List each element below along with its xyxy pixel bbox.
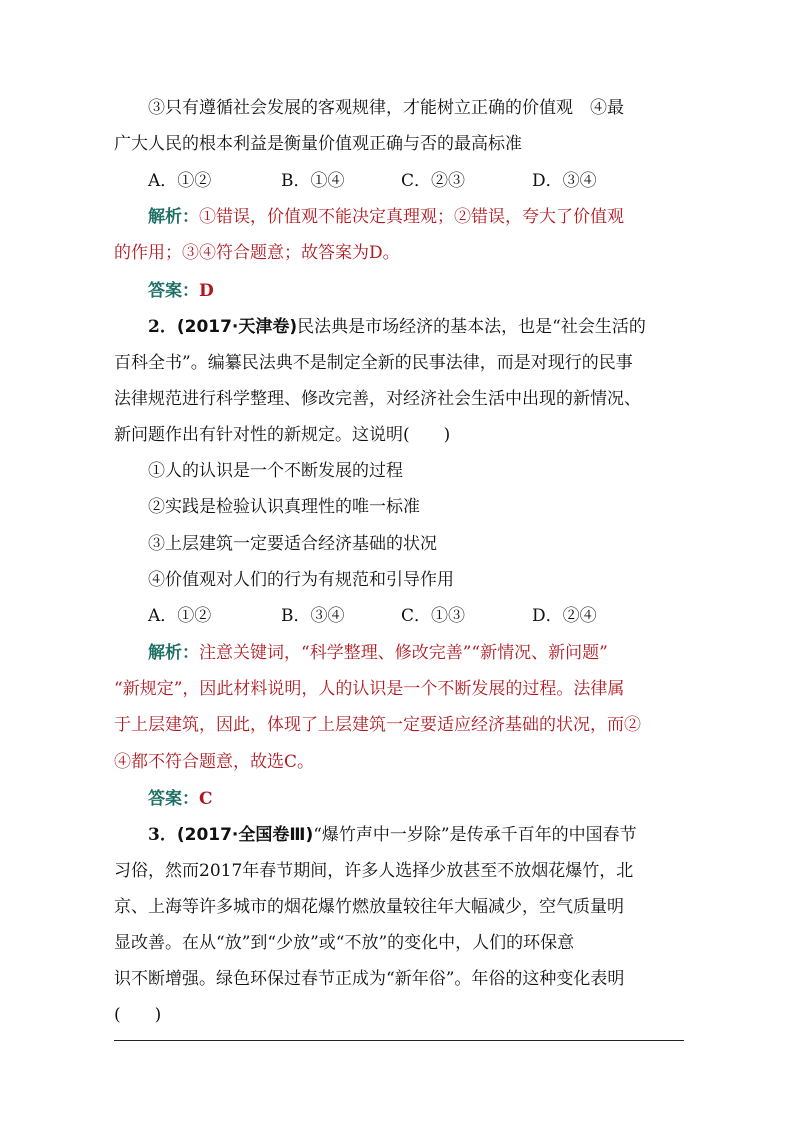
q2-option-c[interactable]: C．①③ (401, 606, 466, 626)
q2-analysis-text-1: 注意关键词，“科学整理、修改完善”“新情况、新问题” (199, 643, 608, 663)
q2-answer-label: 答案： (148, 789, 199, 809)
q2-item-4: ④价值观对人们的行为有规范和引导作用 (148, 570, 454, 590)
q1-answer-label: 答案： (148, 281, 199, 301)
q2-stem-line-3: 法律规范进行科学整理、修改完善，对经济社会生活中出现的新情况、 (114, 389, 641, 409)
q1-option-d[interactable]: D．③④ (532, 171, 597, 191)
q1-answer-value: D (199, 281, 214, 301)
q2-stem-line-2: 百科全书”。编纂民法典不是制定全新的民事法律，而是对现行的民事 (114, 353, 633, 373)
q2-source: (2017·天津卷) (176, 317, 298, 337)
footer-divider (114, 1040, 684, 1041)
q2-analysis-line-3: 于上层建筑，因此，体现了上层建筑一定要适应经济基础的状况，而② (114, 715, 641, 735)
q3-stem-line-1 (148, 822, 684, 848)
q2-stem-text-1: 民法典是市场经济的基本法，也是“社会生活的 (297, 317, 646, 337)
q1-analysis-label: 解析： (148, 207, 199, 227)
q2-analysis-line-4: ④都不符合题意，故选C。 (114, 752, 315, 772)
q2-stem-line-4: 新问题作出有针对性的新规定。这说明( ) (114, 425, 451, 445)
q1-item-3-line-1: ③只有遵循社会发展的客观规律，才能树立正确的价值观 ④最 (148, 98, 624, 118)
q3-stem-text-1: “爆竹声中一岁除”是传承千百年的中国春节 (313, 825, 637, 845)
q3-source: (2017·全国卷Ⅲ) (176, 825, 314, 845)
q2-option-d[interactable]: D．②④ (532, 606, 597, 626)
q3-stem-line-3: 京、上海等许多城市的烟花爆竹燃放量较往年大幅减少，空气质量明 (114, 897, 624, 917)
q3-number: 3． (148, 825, 177, 845)
q1-answer (148, 278, 684, 304)
q1-option-a[interactable]: A．①② (148, 171, 212, 191)
q2-option-b[interactable]: B．③④ (281, 606, 345, 626)
q2-item-1: ①人的认识是一个不断发展的过程 (148, 461, 403, 481)
q1-analysis-text-1: ①错误，价值观不能决定真理观；②错误，夸大了价值观 (199, 207, 624, 227)
q2-stem-line-1 (148, 314, 684, 340)
q2-analysis-line-2: “新规定”，因此材料说明，人的认识是一个不断发展的过程。法律属 (114, 679, 625, 699)
q3-stem-line-2: 习俗，然而2017年春节期间，许多人选择少放甚至不放烟花爆竹，北 (114, 861, 634, 881)
q2-item-3: ③上层建筑一定要适合经济基础的状况 (148, 534, 437, 554)
q1-item-3-line-2: 广大人民的根本利益是衡量价值观正确与否的最高标准 (114, 134, 522, 154)
q2-answer-value: C (199, 789, 213, 809)
q3-stem-line-6: ( ) (114, 1005, 162, 1025)
q1-option-c[interactable]: C．②③ (401, 171, 466, 191)
q3-stem-line-5: 识不断增强。绿色环保过春节正成为“新年俗”。年俗的这种变化表明 (114, 969, 625, 989)
q1-option-b[interactable]: B．①④ (281, 171, 345, 191)
q2-item-2: ②实践是检验认识真理性的唯一标准 (148, 497, 420, 517)
q2-option-a[interactable]: A．①② (148, 606, 212, 626)
q1-analysis-line-1 (148, 204, 684, 230)
q1-analysis-line-2: 的作用；③④符合题意；故答案为D。 (114, 243, 400, 263)
q2-answer (148, 786, 684, 812)
q2-number: 2． (148, 317, 177, 337)
q3-stem-line-4: 显改善。在从“放”到“少放”或“不放”的变化中，人们的环保意 (114, 933, 575, 953)
q2-analysis-line-1 (148, 640, 684, 666)
q2-analysis-label: 解析： (148, 643, 199, 663)
